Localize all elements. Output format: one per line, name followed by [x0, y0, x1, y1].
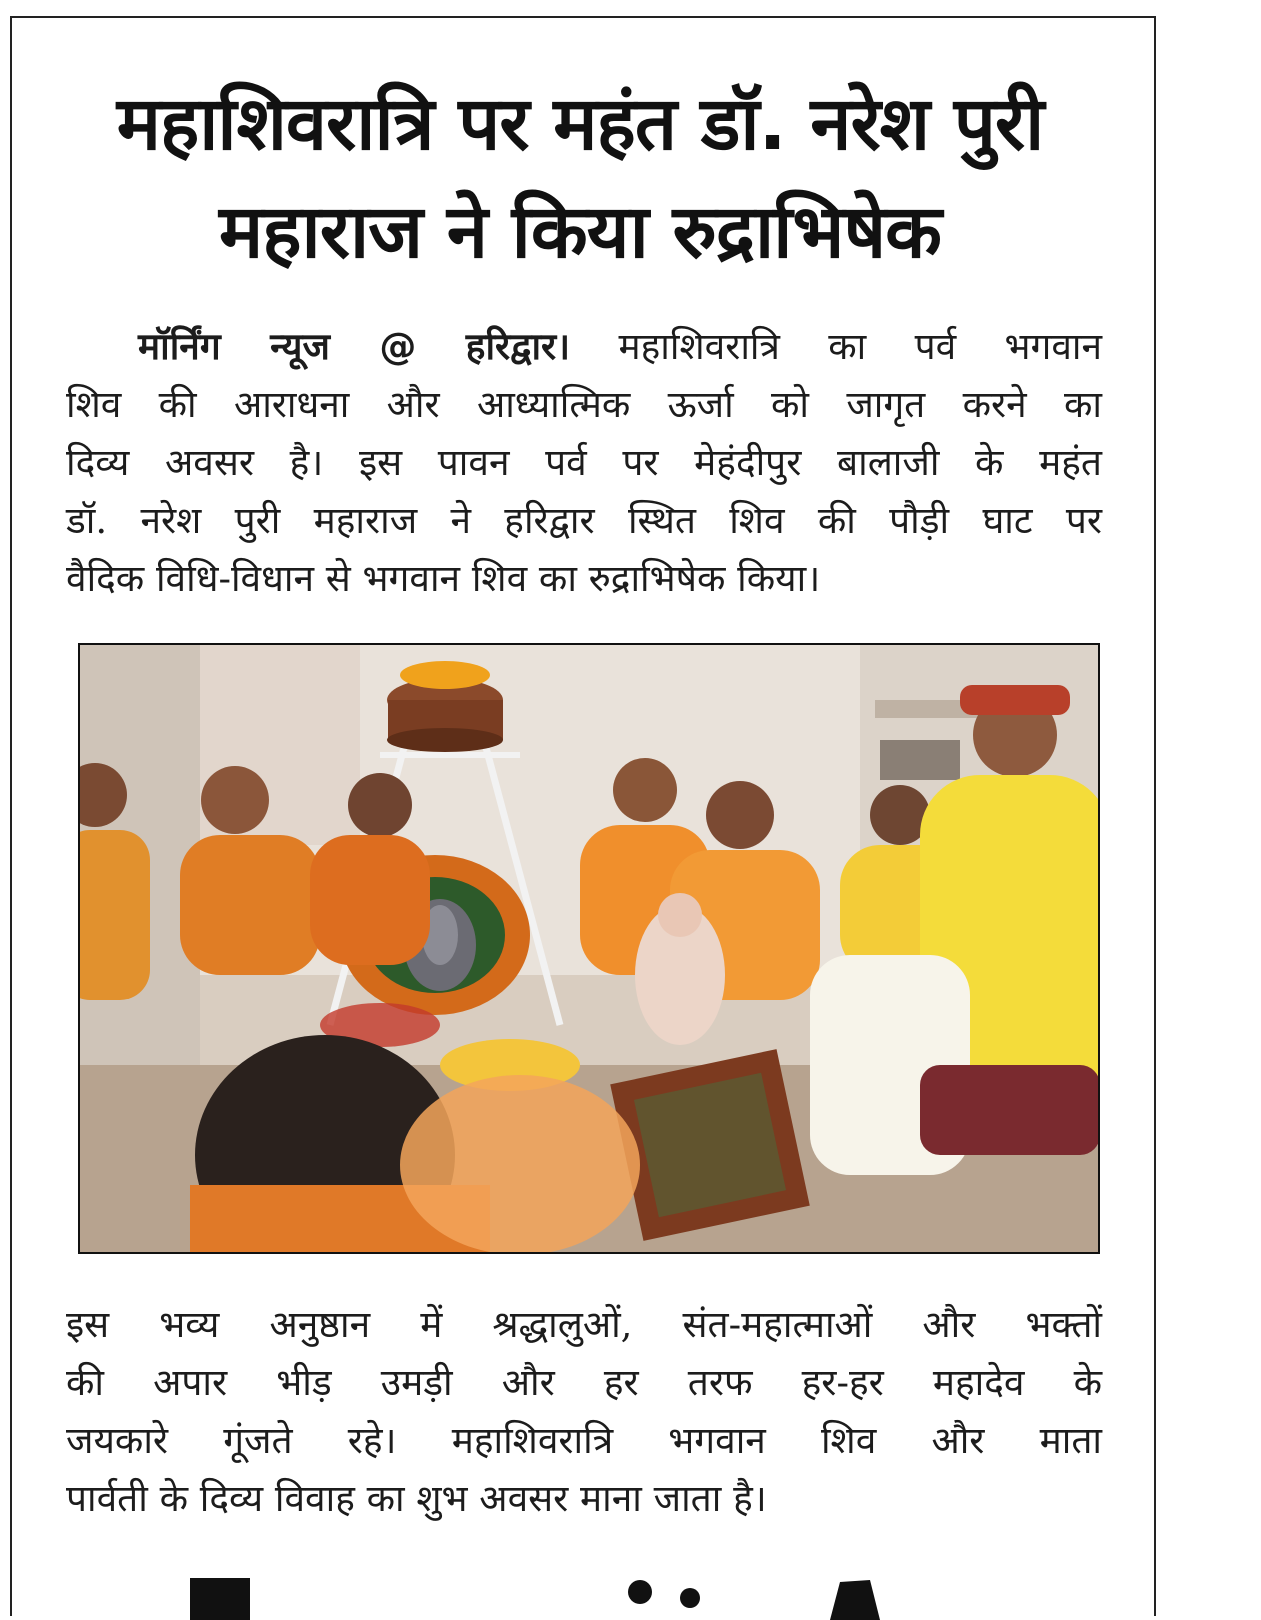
para1-line-2: शिव की आराधना और आध्यात्मिक ऊर्जा को जागृत करने का	[66, 383, 1102, 426]
para2-line-1: इस भव्य अनुष्ठान में श्रद्धालुओं, संत-महात्माओं और भक्तों	[66, 1303, 1102, 1346]
cut-off-next-headline	[190, 1560, 950, 1620]
para1-line-5: वैदिक विधि-विधान से भगवान शिव का रुद्राभिषेक किया।	[66, 557, 821, 600]
headline-line-1: महाशिवरात्रि पर महंत डॉ. नरेश पुरी	[116, 81, 1044, 167]
dateline: मॉर्निंग न्यूज @ हरिद्वार।	[138, 325, 571, 368]
paragraph-1	[66, 318, 1102, 608]
headline-line-2: महाराज ने किया रुद्राभिषेक	[219, 189, 941, 275]
headline	[40, 70, 1120, 286]
para2-line-2: की अपार भीड़ उमड़ी और हर तरफ हर-हर महादेव के	[66, 1361, 1102, 1404]
para2-line-4: पार्वती के दिव्य विवाह का शुभ अवसर माना जाता है।	[66, 1477, 767, 1520]
para1-line-3: दिव्य अवसर है। इस पावन पर्व पर मेहंदीपुर बालाजी के महंत	[66, 441, 1102, 484]
para2-line-3: जयकारे गूंजते रहे। महाशिवरात्रि भगवान शिव और माता	[66, 1419, 1102, 1462]
ritual-photo	[78, 643, 1100, 1254]
paragraph-2	[66, 1296, 1102, 1528]
para1-line-1: महाशिवरात्रि का पर्व भगवान	[618, 325, 1103, 368]
para1-line-4: डॉ. नरेश पुरी महाराज ने हरिद्वार स्थित शिव की पौड़ी घाट पर	[66, 499, 1102, 542]
